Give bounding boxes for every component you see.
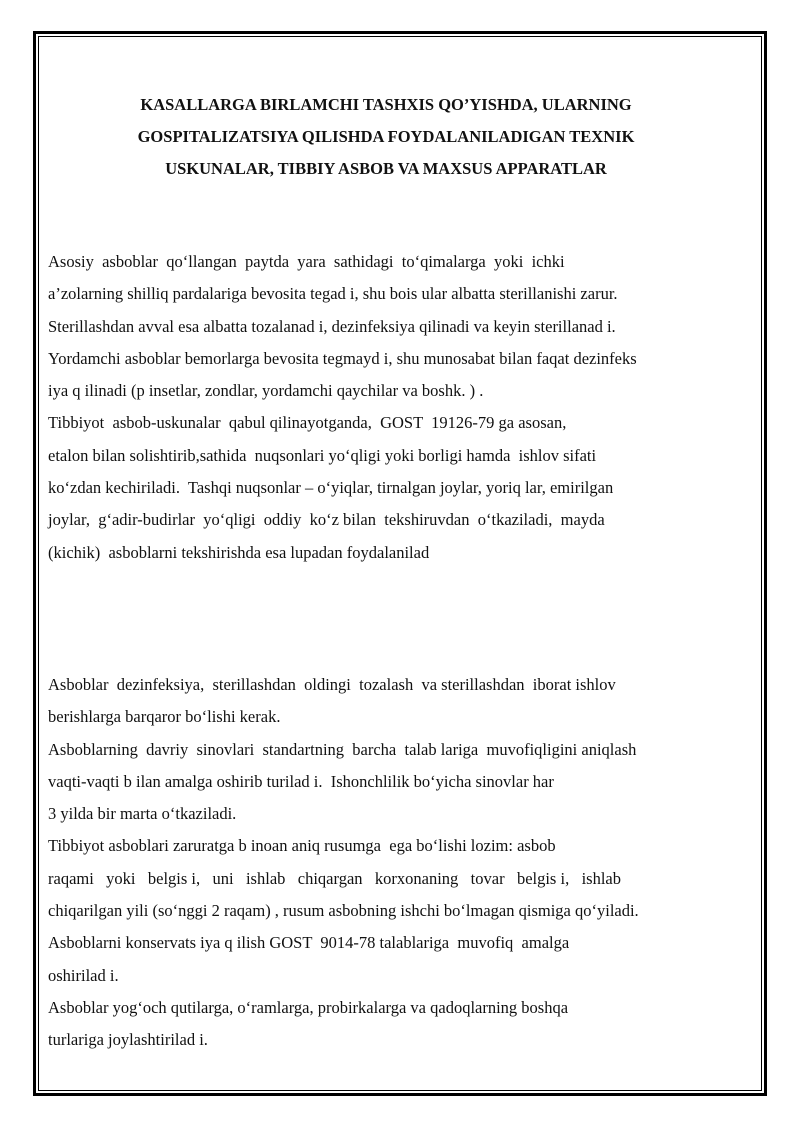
text-line: (kichik) asboblarni tekshirishda esa lupadan foydalanilad (48, 542, 430, 562)
text-line: Tibbiyot asbob-uskunalar qabul qilinayotganda, GOST 19126-79 ga asosan, (48, 413, 567, 433)
text-line: Asboblar yog‘och qutilarga, o‘ramlarga, probirkalarga va qadoqlarning boshqa (48, 997, 569, 1017)
text-line: Asosiy asboblar qo‘llangan paytda yara sathidagi to‘qimalarga yoki ichki (48, 252, 565, 271)
text-line: chiqarilgan yili (so‘nggi 2 raqam) , rusum asbobning ishchi bo‘lmagan qismiga qo‘yiladi. (48, 901, 639, 921)
text-line: a’zolarning shilliq pardalariga bevosita tegad i, shu bois ular albatta sterillanishi zarur. (48, 284, 618, 304)
text-line: iya q ilinadi (p insetlar, zondlar, yordamchi qaychilar va boshk. ) . (48, 381, 484, 401)
text-line: Sterillashdan avval esa albatta tozalanad i, dezinfeksiya qilinadi va keyin sterillanad i. (48, 316, 616, 336)
text-line: Asboblar dezinfeksiya, sterillashdan oldingi tozalash va sterillashdan iborat ishlov (48, 675, 616, 694)
text-line: 3 yilda bir marta o‘tkaziladi. (48, 804, 237, 824)
text-line: etalon bilan solishtirib,sathida nuqsonlari yo‘qligi yoki borligi hamda ishlov sifati (48, 445, 597, 465)
document-title (48, 89, 724, 185)
paragraph-instruments-testing (48, 669, 748, 1057)
title-line: GOSPITALIZATSIYA QILISHDA FOYDALANILADIGAN TEXNIK (137, 127, 635, 146)
text-line: berishlarga barqaror bo‘lishi kerak. (48, 707, 281, 727)
paragraph-instruments-sterilization (48, 246, 748, 569)
title-line: KASALLARGA BIRLAMCHI TASHXIS QO’YISHDA, ULARNING (140, 95, 632, 114)
text-line: turlariga joylashtirilad i. (48, 1030, 208, 1050)
text-line: joylar, g‘adir-budirlar yo‘qligi oddiy ko‘z bilan tekshiruvdan o‘tkaziladi, mayda (48, 510, 605, 530)
text-line: ko‘zdan kechiriladi. Tashqi nuqsonlar – o‘yiqlar, tirnalgan joylar, yoriq lar, emirilgan (48, 478, 614, 498)
text-line: raqami yoki belgis i, uni ishlab chiqargan korxonaning tovar belgis i, ishlab (48, 868, 621, 888)
text-line: Asboblarni konservats iya q ilish GOST 9014-78 talablariga muvofiq amalga (48, 933, 570, 953)
text-line: Asboblarning davriy sinovlari standartning barcha talab lariga muvofiqligini aniqlash (48, 739, 637, 759)
text-line: Yordamchi asboblar bemorlarga bevosita tegmayd i, shu munosabat bilan faqat dezinfeks (48, 348, 637, 368)
text-line: vaqti-vaqti b ilan amalga oshirib turilad i. Ishonchlilik bo‘yicha sinovlar har (48, 771, 554, 791)
title-line: USKUNALAR, TIBBIY ASBOB VA MAXSUS APPARATLAR (165, 159, 607, 178)
text-line: Tibbiyot asboblari zaruratga b inoan aniq rusumga ega bo‘lishi lozim: asbob (48, 836, 556, 856)
text-line: oshirilad i. (48, 965, 119, 985)
